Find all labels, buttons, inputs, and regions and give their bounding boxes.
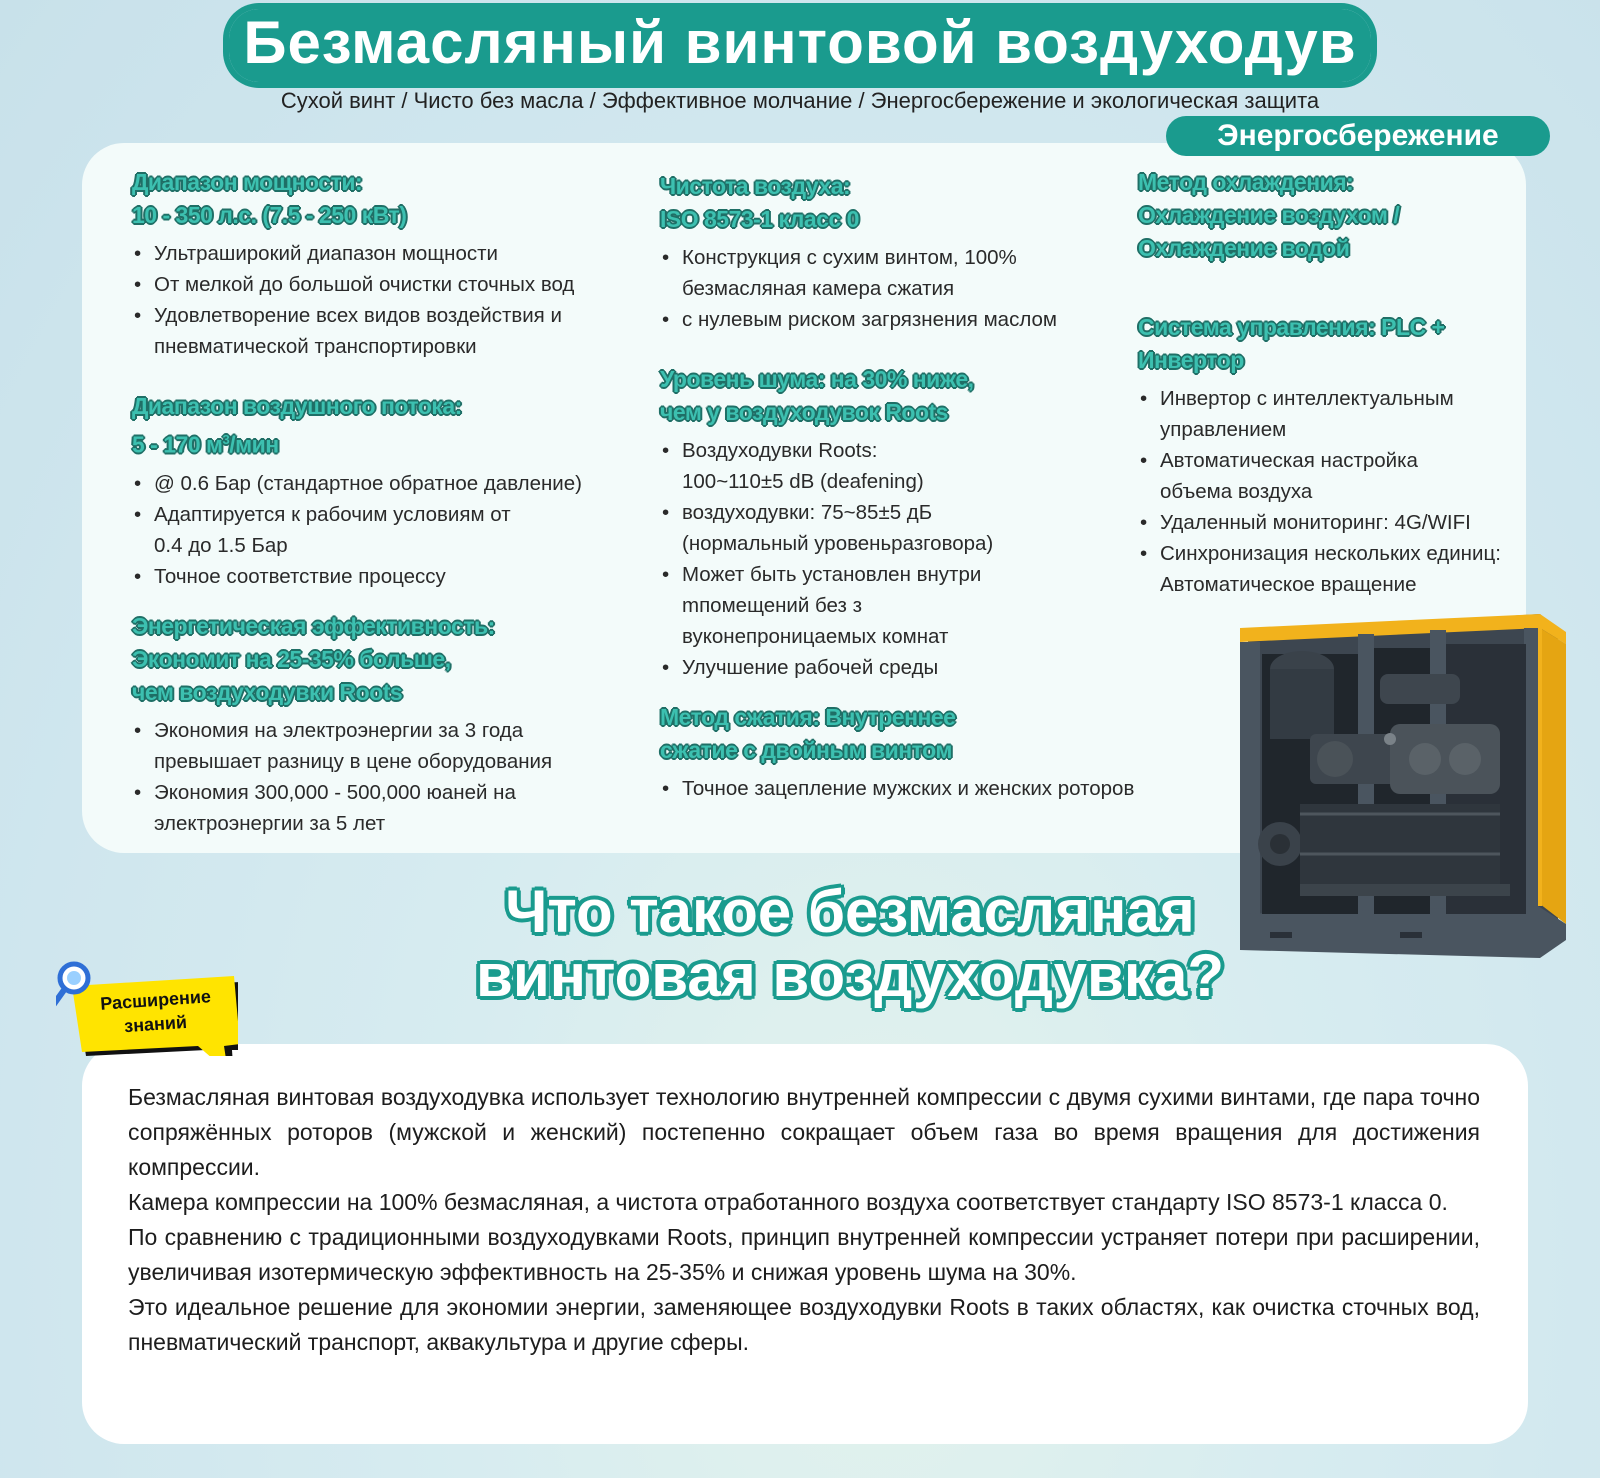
list-item: • Экономия 300,000 - 500,000 юаней на xyxy=(132,777,622,808)
list-item: вуконепроницаемых комнат xyxy=(682,625,949,648)
tag-line-1: Расширение xyxy=(99,986,212,1014)
noise-level-list xyxy=(660,435,1140,683)
energy-saving-badge: Энергосбережение xyxy=(1166,116,1550,156)
page-subtitle: Сухой винт / Чисто без масла / Эффективное молчание / Энергосбережение и экологическая защита xyxy=(280,88,1320,113)
list-item: mпомещений без з xyxy=(682,594,862,617)
list-item: • Адаптируется к рабочим условиям от xyxy=(132,499,622,530)
features-column-1 xyxy=(132,166,622,839)
list-item: 100~110±5 dB (deafening) xyxy=(682,470,924,493)
cooling-method-heading: Метод охлаждения: Охлаждение воздухом / Охлаждение водой xyxy=(1138,169,1400,261)
list-item: 0.4 до 1.5 Бар xyxy=(154,533,288,557)
list-item: превышает разницу в цене оборудования xyxy=(154,749,553,773)
air-purity-heading: Чистота воздуха: ISO 8573-1 класс 0 xyxy=(660,173,859,232)
list-item: • воздуходувки: 75~85±5 дБ xyxy=(660,497,1140,528)
list-item: электроэнергии за 5 лет xyxy=(154,811,386,835)
list-item: • Синхронизация нескольких единиц: xyxy=(1138,538,1538,569)
list-item: • Воздуходувки Roots: xyxy=(660,435,1140,466)
tag-line-2: знаний xyxy=(123,1011,188,1037)
features-column-3 xyxy=(1138,166,1538,600)
list-item: (нормальный уровеньразговора) xyxy=(682,532,994,555)
list-item: • с нулевым риском загрязнения маслом xyxy=(660,304,1140,335)
list-item: • Экономия на электроэнергии за 3 года xyxy=(132,715,622,746)
description-paragraph: Безмасляная винтовая воздуходувка использует технологию внутренней компрессии с двумя сухими винтами, где пара точно сопряжённых роторов (мужской и женский) постепенно сокращает объем газа во время вращения для достижения компрессии. xyxy=(128,1084,1480,1180)
list-item: • Может быть установлен внутри xyxy=(660,559,1140,590)
section-question-title: Что такое безмасляная винтовая воздуходувка? xyxy=(476,878,1224,1009)
list-item: • Конструкция с сухим винтом, 100% xyxy=(660,242,1140,273)
description-paragraph: Это идеальное решение для экономии энергии, заменяющее воздуходувки Roots в таких областях, как очистка сточных вод, пневматический транспорт, аквакультура и другие сферы. xyxy=(128,1294,1480,1355)
page-title: Безмасляный винтовой воздуходув xyxy=(0,8,1600,77)
power-range-heading: Диапазон мощности: 10 - 350 л.с. (7.5 - 250 кВт) xyxy=(132,169,407,228)
compression-method-heading: Метод сжатия: Внутреннее сжатие с двойным винтом xyxy=(660,704,956,763)
airflow-range-list xyxy=(132,468,622,592)
list-item: • Улучшение рабочей среды xyxy=(660,652,1140,683)
compression-method-list xyxy=(660,773,1140,804)
list-item: • Автоматическая настройка xyxy=(1138,445,1538,476)
control-system-heading: Система управления: PLC + Инвертор xyxy=(1138,314,1445,373)
noise-level-heading: Уровень шума: на 30% ниже, чем у воздуходувок Roots xyxy=(660,366,974,425)
list-item: объема воздуха xyxy=(1160,480,1313,503)
list-item: • Ультраширокий диапазон мощности xyxy=(132,238,622,269)
list-item: управлением xyxy=(1160,418,1287,441)
list-item: • @ 0.6 Бар (стандартное обратное давление) xyxy=(132,468,622,499)
power-range-list xyxy=(132,238,622,362)
airflow-range-heading: Диапазон воздушного потока: 5 - 170 $м^3$/мин xyxy=(132,393,462,458)
description-text xyxy=(128,1080,1480,1360)
knowledge-expansion-tag xyxy=(56,960,238,1056)
list-item: • Инвертор с интеллектуальным xyxy=(1138,383,1538,414)
list-item: • Удовлетворение всех видов воздействия и xyxy=(132,300,622,331)
list-item: • Точное соответствие процессу xyxy=(132,561,622,592)
list-item: • Точное зацепление мужских и женских роторов xyxy=(660,773,1242,804)
list-item: пневматической транспортировки xyxy=(154,335,477,358)
list-item: • От мелкой до большой очистки сточных вод xyxy=(132,269,622,300)
list-item: • Удаленный мониторинг: 4G/WIFI xyxy=(1138,507,1538,538)
list-item: Автоматическое вращение xyxy=(1160,573,1417,596)
energy-efficiency-heading: Энергетическая эффективность: Экономит на 25-35% больше, чем воздуходувки Roots xyxy=(132,612,495,705)
energy-efficiency-list xyxy=(132,715,622,839)
air-purity-list xyxy=(660,242,1140,335)
description-paragraph: По сравнению с традиционными воздуходувками Roots, принцип внутренней компрессии устраняет потери при расширении, увеличивая изотермическую эффективность на 25-35% и снижая уровень шума на 30%. xyxy=(128,1224,1480,1285)
description-paragraph: Камера компрессии на 100% безмасляная, а чистота отработанного воздуха соответствует стандарту ISO 8573-1 класса 0. xyxy=(128,1189,1448,1215)
features-column-2 xyxy=(660,170,1140,804)
control-system-list xyxy=(1138,383,1538,600)
list-item: безмасляная камера сжатия xyxy=(682,277,955,300)
